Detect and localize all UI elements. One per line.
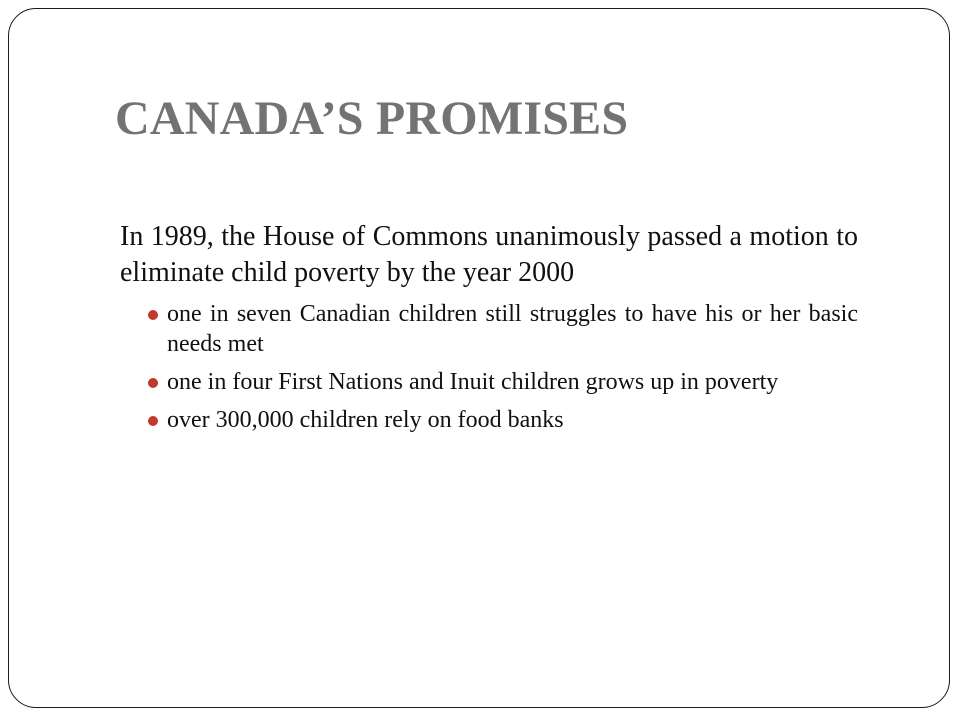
bullet-item — [148, 299, 858, 359]
lead-paragraph: In 1989, the House of Commons unanimously passed a motion to eliminate child poverty by the year 2000 — [120, 221, 858, 288]
bullet-text: one in seven Canadian children still struggles to have his or her basic needs met — [167, 301, 858, 357]
bullet-list — [120, 299, 858, 435]
bullet-dot-icon — [148, 416, 158, 426]
slide-body — [120, 219, 858, 443]
bullet-text: one in four First Nations and Inuit children grows up in poverty — [167, 369, 779, 395]
bullet-item — [148, 405, 858, 435]
slide-frame — [8, 8, 950, 708]
bullet-text: over 300,000 children rely on food banks — [167, 407, 564, 433]
bullet-dot-icon — [148, 378, 158, 388]
bullet-dot-icon — [148, 310, 158, 320]
bullet-item — [148, 367, 858, 397]
slide-title: CANADA’S PROMISES — [115, 92, 629, 145]
